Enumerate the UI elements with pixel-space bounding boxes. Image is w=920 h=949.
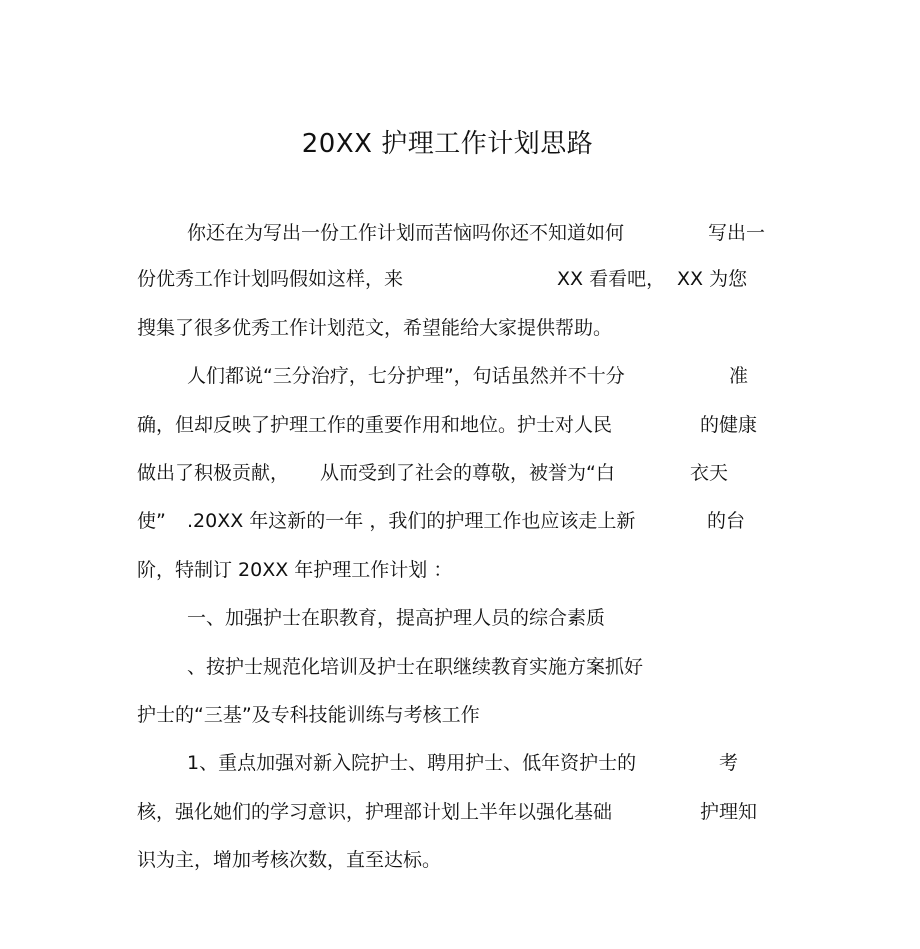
- text-segment: 的台: [707, 510, 746, 532]
- text-segment: 使”: [137, 510, 166, 532]
- text-segment: 1、重点加强对新入院护士、聘用护士、低年资护士的: [187, 752, 637, 774]
- text-segment: 份优秀工作计划吗假如这样，来: [137, 268, 404, 290]
- text-segment: 护理知: [700, 801, 758, 823]
- text-segment: 阶，特制订 20XX 年护理工作计划 ：: [137, 559, 453, 581]
- document-title: 20XX 护理工作计划思路: [301, 129, 594, 159]
- text-segment: 人们都说“三分治疗，七分护理”，句话虽然并不十分: [187, 365, 625, 387]
- text-segment: 一、加强护士在职教育，提高护理人员的综合素质: [187, 607, 606, 629]
- text-segment: XX 看看吧，: [557, 268, 666, 290]
- text-segment: 确，但却反映了护理工作的重要作用和地位。护士对人民: [137, 414, 613, 436]
- text-segment: 识为主，增加考核次数，直至达标。: [137, 849, 442, 871]
- text-segment: 做出了积极贡献，: [137, 462, 290, 484]
- text-segment: 护士的“三基”及专科技能训练与考核工作: [137, 704, 480, 726]
- text-segment: 、按护士规范化培训及护士在职继续教育实施方案抓好: [187, 656, 644, 678]
- text-segment: 写出一: [708, 222, 766, 244]
- text-segment: 的健康: [700, 414, 758, 436]
- text-segment: XX 为您: [677, 268, 748, 290]
- text-segment: 你还在为写出一份工作计划而苦恼吗你还不知道如何: [187, 222, 625, 244]
- text-segment: 核，强化她们的学习意识，护理部计划上半年以强化基础: [137, 801, 613, 823]
- text-segment: 考: [719, 752, 739, 774]
- text-segment: 从而受到了社会的尊敬，被誉为“白: [320, 462, 615, 484]
- text-segment: .20XX 年这新的一年 ，我们的护理工作也应该走上新: [187, 510, 636, 532]
- text-segment: 衣天: [690, 462, 729, 484]
- text-segment: 搜集了很多优秀工作计划范文，希望能给大家提供帮助。: [137, 317, 613, 339]
- text-segment: 准: [729, 365, 749, 387]
